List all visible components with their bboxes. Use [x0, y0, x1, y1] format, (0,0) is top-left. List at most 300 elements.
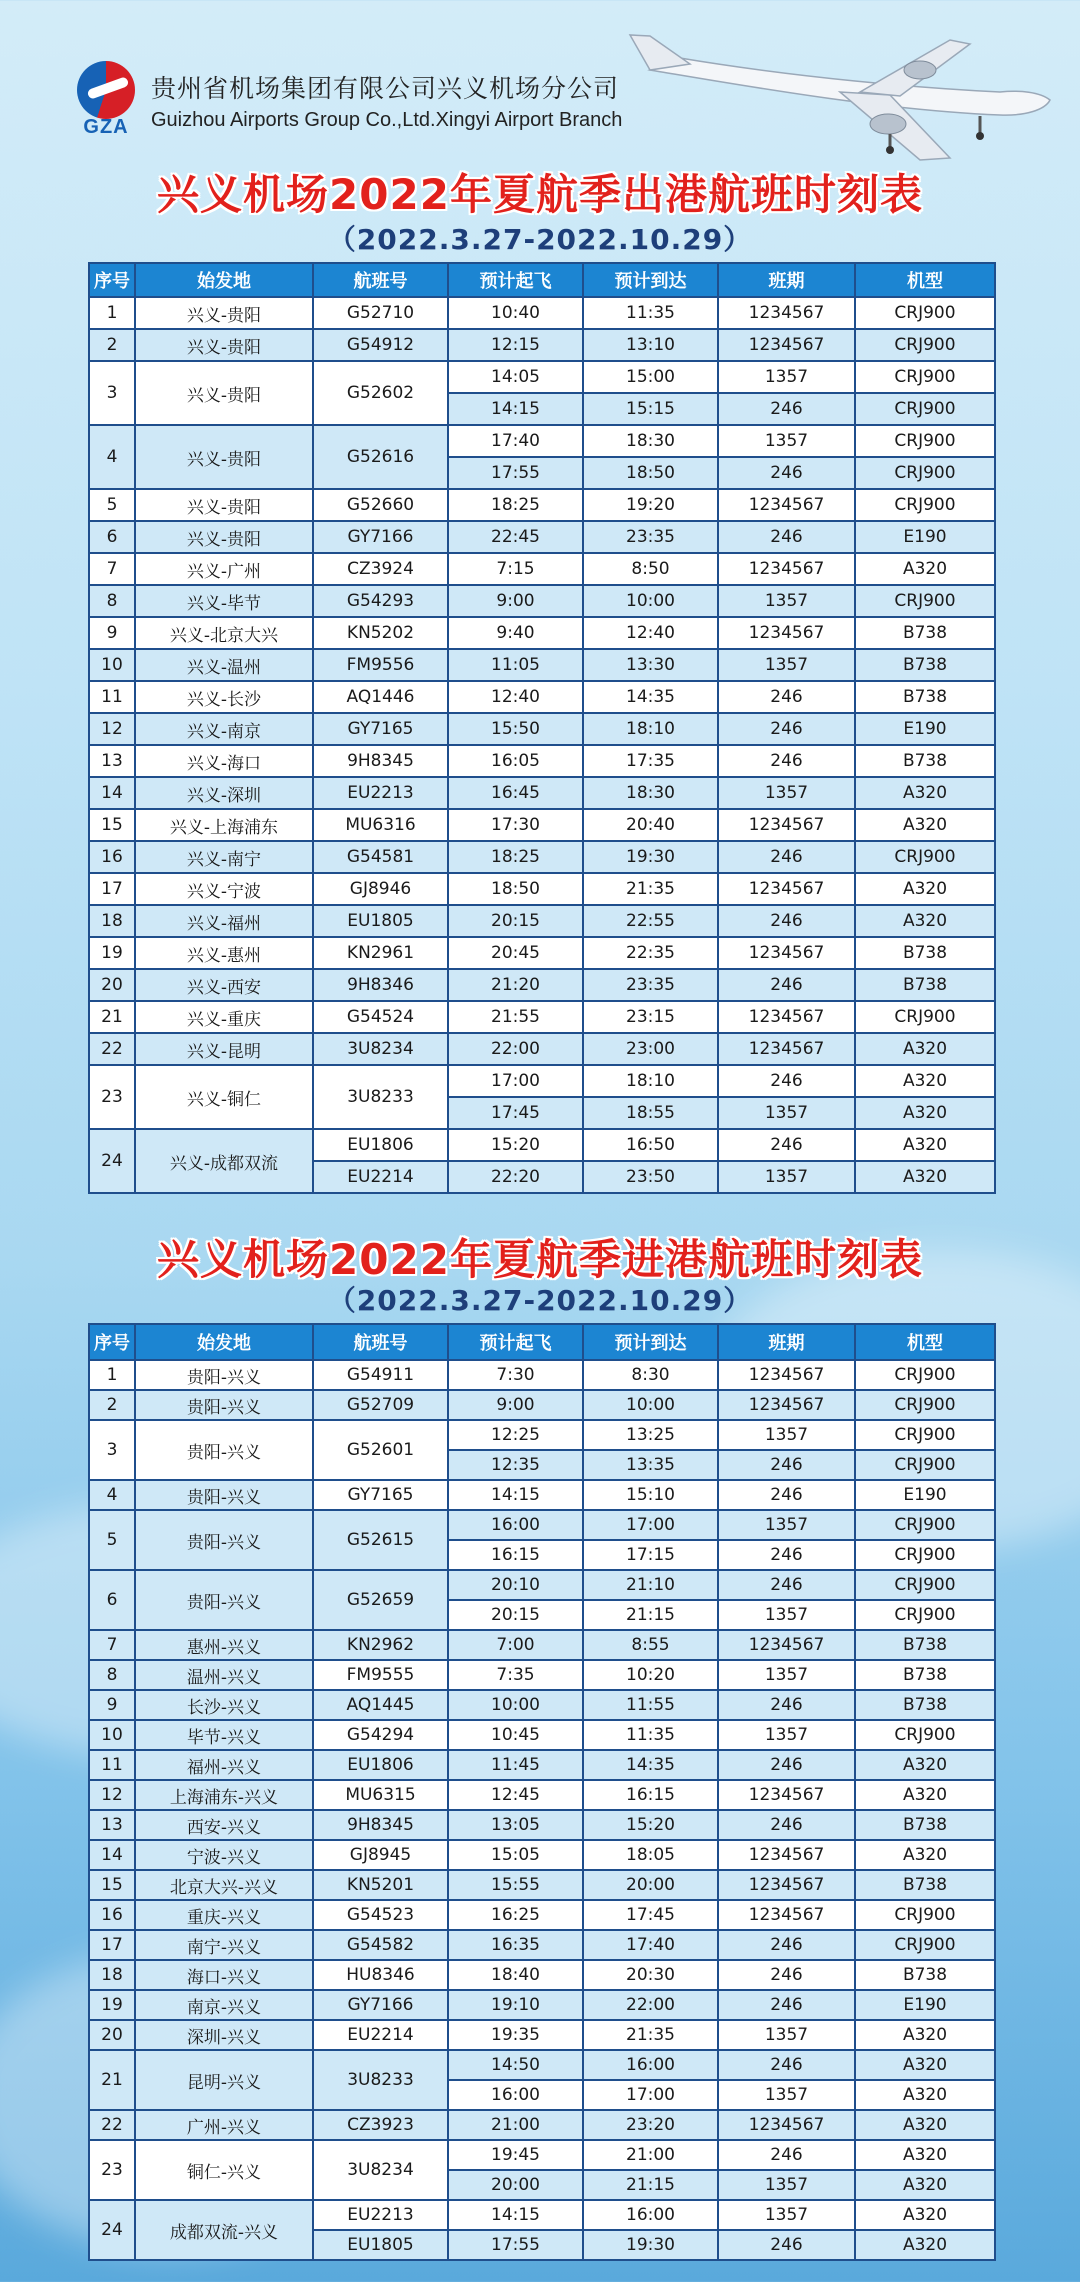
company-name-en: Guizhou Airports Group Co.,Ltd.Xingyi Airport Branch — [151, 108, 623, 131]
aircraft-type-cell: CRJ900 — [855, 361, 995, 393]
flight-no-cell: MU6315 — [313, 1780, 448, 1810]
table-row — [89, 553, 995, 585]
schedule-days-cell: 246 — [718, 905, 855, 937]
arrival-time-cell: 21:35 — [583, 2020, 718, 2050]
arrival-time-cell: 11:35 — [583, 1720, 718, 1750]
aircraft-type-cell: CRJ900 — [855, 489, 995, 521]
departure-time-cell: 22:45 — [448, 521, 583, 553]
flight-no-cell: GY7165 — [313, 1480, 448, 1510]
seq-cell: 6 — [89, 1570, 135, 1630]
arrival-time-cell: 15:15 — [583, 393, 718, 425]
schedule-days-cell: 1357 — [718, 1097, 855, 1129]
arrival-time-cell: 15:10 — [583, 1480, 718, 1510]
flight-no-cell: FM9556 — [313, 649, 448, 681]
table-row — [89, 873, 995, 905]
aircraft-type-cell: A320 — [855, 1780, 995, 1810]
arrival-time-cell: 20:30 — [583, 1960, 718, 1990]
route-cell: 兴义-宁波 — [135, 873, 313, 905]
aircraft-type-cell: B738 — [855, 617, 995, 649]
seq-cell: 1 — [89, 1360, 135, 1390]
aircraft-type-cell: B738 — [855, 937, 995, 969]
departure-time-cell: 7:30 — [448, 1360, 583, 1390]
schedule-days-cell: 1234567 — [718, 297, 855, 329]
table-header-row — [89, 1324, 995, 1360]
aircraft-type-cell: A320 — [855, 809, 995, 841]
route-cell: 兴义-南宁 — [135, 841, 313, 873]
seq-cell: 9 — [89, 1690, 135, 1720]
flight-no-cell: CZ3923 — [313, 2110, 448, 2140]
aircraft-type-cell: E190 — [855, 1990, 995, 2020]
departure-time-cell: 21:20 — [448, 969, 583, 1001]
schedule-days-cell: 246 — [718, 1810, 855, 1840]
seq-cell: 10 — [89, 649, 135, 681]
departure-time-cell: 19:10 — [448, 1990, 583, 2020]
aircraft-type-cell: CRJ900 — [855, 1540, 995, 1570]
arrival-time-cell: 17:40 — [583, 1930, 718, 1960]
flight-no-cell: EU1806 — [313, 1129, 448, 1161]
table-row — [89, 1001, 995, 1033]
flight-no-cell: G54293 — [313, 585, 448, 617]
departure-time-cell: 16:00 — [448, 2080, 583, 2110]
aircraft-type-cell: A320 — [855, 2020, 995, 2050]
schedule-days-cell: 246 — [718, 1570, 855, 1600]
flight-no-cell: G52616 — [313, 425, 448, 489]
departure-time-cell: 7:35 — [448, 1660, 583, 1690]
schedule-days-cell: 1357 — [718, 1720, 855, 1750]
schedule-days-cell: 246 — [718, 681, 855, 713]
aircraft-type-cell: B738 — [855, 1870, 995, 1900]
route-cell: 兴义-成都双流 — [135, 1129, 313, 1193]
seq-cell: 16 — [89, 1900, 135, 1930]
arrival-time-cell: 17:45 — [583, 1900, 718, 1930]
schedule-days-cell: 246 — [718, 1129, 855, 1161]
logo-text: GZA — [83, 116, 129, 138]
company-name-cn: 贵州省机场集团有限公司兴义机场分公司 — [151, 73, 620, 103]
route-cell: 贵阳-兴义 — [135, 1480, 313, 1510]
column-header: 预计起飞 — [448, 1324, 583, 1360]
arrival-time-cell: 19:30 — [583, 2230, 718, 2260]
route-cell: 兴义-惠州 — [135, 937, 313, 969]
seq-cell: 17 — [89, 1930, 135, 1960]
seq-cell: 20 — [89, 969, 135, 1001]
departure-time-cell: 20:15 — [448, 905, 583, 937]
table-row — [89, 1840, 995, 1870]
seq-cell: 22 — [89, 2110, 135, 2140]
table-row — [89, 681, 995, 713]
seq-cell: 16 — [89, 841, 135, 873]
seq-cell: 15 — [89, 1870, 135, 1900]
aircraft-type-cell: B738 — [855, 969, 995, 1001]
flight-no-cell: GJ8945 — [313, 1840, 448, 1870]
departure-time-cell: 12:25 — [448, 1420, 583, 1450]
aircraft-type-cell: A320 — [855, 905, 995, 937]
flight-no-cell: GJ8946 — [313, 873, 448, 905]
table-row — [89, 1570, 995, 1600]
flight-no-cell: EU1805 — [313, 2230, 448, 2260]
route-cell: 兴义-铜仁 — [135, 1065, 313, 1129]
schedule-days-cell: 1234567 — [718, 1900, 855, 1930]
schedule-days-cell: 1357 — [718, 649, 855, 681]
flight-no-cell: G54912 — [313, 329, 448, 361]
seq-cell: 8 — [89, 585, 135, 617]
table-row — [89, 649, 995, 681]
aircraft-type-cell: A320 — [855, 553, 995, 585]
table-row — [89, 969, 995, 1001]
flight-no-cell: EU2214 — [313, 1161, 448, 1193]
table-row — [89, 841, 995, 873]
schedule-days-cell: 1357 — [718, 2020, 855, 2050]
arrival-time-cell: 18:10 — [583, 713, 718, 745]
arrivals-table — [88, 1323, 996, 2261]
schedule-days-cell: 1234567 — [718, 1630, 855, 1660]
arrival-time-cell: 16:00 — [583, 2050, 718, 2080]
departure-time-cell: 11:45 — [448, 1750, 583, 1780]
departure-time-cell: 14:15 — [448, 2200, 583, 2230]
seq-cell: 7 — [89, 553, 135, 585]
flight-no-cell: GY7166 — [313, 521, 448, 553]
schedule-days-cell: 246 — [718, 1690, 855, 1720]
flight-no-cell: AQ1445 — [313, 1690, 448, 1720]
flight-no-cell: G52710 — [313, 297, 448, 329]
seq-cell: 11 — [89, 1750, 135, 1780]
flight-no-cell: 3U8233 — [313, 2050, 448, 2110]
departure-time-cell: 19:45 — [448, 2140, 583, 2170]
aircraft-type-cell: B738 — [855, 649, 995, 681]
departure-time-cell: 9:40 — [448, 617, 583, 649]
table-row — [89, 1960, 995, 1990]
table-row — [89, 1780, 995, 1810]
column-header: 始发地 — [135, 263, 313, 297]
schedule-days-cell: 1357 — [718, 2080, 855, 2110]
seq-cell: 18 — [89, 905, 135, 937]
table-row — [89, 905, 995, 937]
flight-no-cell: G52659 — [313, 1570, 448, 1630]
arrival-time-cell: 18:50 — [583, 457, 718, 489]
column-header: 预计到达 — [583, 263, 718, 297]
departure-time-cell: 18:25 — [448, 841, 583, 873]
aircraft-type-cell: CRJ900 — [855, 393, 995, 425]
schedule-days-cell: 1234567 — [718, 553, 855, 585]
seq-cell: 7 — [89, 1630, 135, 1660]
schedule-days-cell: 1357 — [718, 1420, 855, 1450]
schedule-days-cell: 1234567 — [718, 809, 855, 841]
departure-time-cell: 16:25 — [448, 1900, 583, 1930]
arrival-time-cell: 23:50 — [583, 1161, 718, 1193]
schedule-days-cell: 246 — [718, 457, 855, 489]
departure-time-cell: 7:15 — [448, 553, 583, 585]
arrival-time-cell: 18:55 — [583, 1097, 718, 1129]
table-row — [89, 937, 995, 969]
schedule-days-cell: 1234567 — [718, 329, 855, 361]
flight-no-cell: G52660 — [313, 489, 448, 521]
seq-cell: 12 — [89, 1780, 135, 1810]
table-row — [89, 1930, 995, 1960]
table-row — [89, 489, 995, 521]
company-name — [151, 69, 622, 132]
table-row — [89, 1129, 995, 1161]
table-row — [89, 777, 995, 809]
schedule-days-cell: 1357 — [718, 1660, 855, 1690]
arrival-time-cell: 22:55 — [583, 905, 718, 937]
seq-cell: 5 — [89, 1510, 135, 1570]
arrival-time-cell: 19:30 — [583, 841, 718, 873]
route-cell: 宁波-兴义 — [135, 1840, 313, 1870]
route-cell: 贵阳-兴义 — [135, 1360, 313, 1390]
arrival-time-cell: 13:10 — [583, 329, 718, 361]
aircraft-type-cell: CRJ900 — [855, 841, 995, 873]
departure-time-cell: 12:15 — [448, 329, 583, 361]
table-row — [89, 297, 995, 329]
flight-no-cell: EU2213 — [313, 777, 448, 809]
departure-time-cell: 20:45 — [448, 937, 583, 969]
arrival-time-cell: 13:30 — [583, 649, 718, 681]
flight-no-cell: MU6316 — [313, 809, 448, 841]
departure-time-cell: 12:45 — [448, 1780, 583, 1810]
schedule-days-cell: 246 — [718, 713, 855, 745]
table-row — [89, 2140, 995, 2170]
table-row — [89, 1420, 995, 1450]
departure-time-cell: 15:20 — [448, 1129, 583, 1161]
flight-no-cell: 9H8345 — [313, 745, 448, 777]
schedule-days-cell: 1234567 — [718, 1360, 855, 1390]
route-cell: 兴义-贵阳 — [135, 329, 313, 361]
aircraft-type-cell: A320 — [855, 1097, 995, 1129]
arrival-time-cell: 16:50 — [583, 1129, 718, 1161]
table-row — [89, 425, 995, 457]
route-cell: 兴义-贵阳 — [135, 425, 313, 489]
departure-time-cell: 18:25 — [448, 489, 583, 521]
seq-cell: 13 — [89, 1810, 135, 1840]
route-cell: 海口-兴义 — [135, 1960, 313, 1990]
schedule-days-cell: 1357 — [718, 1161, 855, 1193]
route-cell: 兴义-贵阳 — [135, 521, 313, 553]
aircraft-type-cell: CRJ900 — [855, 1510, 995, 1540]
gza-logo — [75, 61, 137, 139]
departure-time-cell: 14:15 — [448, 393, 583, 425]
flight-no-cell: EU2214 — [313, 2020, 448, 2050]
seq-cell: 17 — [89, 873, 135, 905]
schedule-days-cell: 1357 — [718, 777, 855, 809]
schedule-days-cell: 1234567 — [718, 1390, 855, 1420]
aircraft-type-cell: E190 — [855, 1480, 995, 1510]
aircraft-type-cell: A320 — [855, 2170, 995, 2200]
schedule-days-cell: 1234567 — [718, 617, 855, 649]
schedule-days-cell: 246 — [718, 841, 855, 873]
column-header: 班期 — [718, 1324, 855, 1360]
column-header: 序号 — [89, 1324, 135, 1360]
departure-time-cell: 17:55 — [448, 457, 583, 489]
route-cell: 贵阳-兴义 — [135, 1570, 313, 1630]
departure-time-cell: 21:55 — [448, 1001, 583, 1033]
arrival-time-cell: 23:15 — [583, 1001, 718, 1033]
schedule-days-cell: 246 — [718, 2140, 855, 2170]
aircraft-type-cell: A320 — [855, 1840, 995, 1870]
route-cell: 西安-兴义 — [135, 1810, 313, 1840]
arrival-time-cell: 21:10 — [583, 1570, 718, 1600]
column-header: 序号 — [89, 263, 135, 297]
seq-cell: 13 — [89, 745, 135, 777]
schedule-days-cell: 246 — [718, 1450, 855, 1480]
table-row — [89, 2110, 995, 2140]
departure-time-cell: 21:00 — [448, 2110, 583, 2140]
arrival-time-cell: 18:30 — [583, 425, 718, 457]
schedule-days-cell: 1234567 — [718, 1033, 855, 1065]
aircraft-type-cell: E190 — [855, 521, 995, 553]
column-header: 机型 — [855, 1324, 995, 1360]
schedule-days-cell: 1234567 — [718, 1780, 855, 1810]
departure-time-cell: 16:35 — [448, 1930, 583, 1960]
seq-cell: 3 — [89, 1420, 135, 1480]
departure-time-cell: 12:35 — [448, 1450, 583, 1480]
table-row — [89, 1065, 995, 1097]
departures-period: （2022.3.27-2022.10.29） — [327, 223, 753, 256]
departure-time-cell: 16:05 — [448, 745, 583, 777]
arrival-time-cell: 22:00 — [583, 1990, 718, 2020]
departures-table — [88, 262, 996, 1194]
route-cell: 重庆-兴义 — [135, 1900, 313, 1930]
seq-cell: 2 — [89, 329, 135, 361]
flight-no-cell: 3U8234 — [313, 1033, 448, 1065]
route-cell: 兴义-温州 — [135, 649, 313, 681]
departure-time-cell: 15:55 — [448, 1870, 583, 1900]
route-cell: 贵阳-兴义 — [135, 1390, 313, 1420]
column-header: 预计起飞 — [448, 263, 583, 297]
schedule-days-cell: 1234567 — [718, 937, 855, 969]
column-header: 航班号 — [313, 1324, 448, 1360]
arrival-time-cell: 23:00 — [583, 1033, 718, 1065]
aircraft-type-cell: CRJ900 — [855, 1001, 995, 1033]
departure-time-cell: 22:00 — [448, 1033, 583, 1065]
table-row — [89, 809, 995, 841]
aircraft-type-cell: A320 — [855, 2050, 995, 2080]
aircraft-type-cell: CRJ900 — [855, 1600, 995, 1630]
flight-no-cell: CZ3924 — [313, 553, 448, 585]
seq-cell: 6 — [89, 521, 135, 553]
flight-no-cell: HU8346 — [313, 1960, 448, 1990]
schedule-days-cell: 246 — [718, 745, 855, 777]
table-row — [89, 745, 995, 777]
schedule-days-cell: 1234567 — [718, 2110, 855, 2140]
departure-time-cell: 17:40 — [448, 425, 583, 457]
departure-time-cell: 17:55 — [448, 2230, 583, 2260]
route-cell: 兴义-广州 — [135, 553, 313, 585]
flight-no-cell: KN5202 — [313, 617, 448, 649]
seq-cell: 1 — [89, 297, 135, 329]
route-cell: 南宁-兴义 — [135, 1930, 313, 1960]
aircraft-type-cell: A320 — [855, 777, 995, 809]
aircraft-type-cell: A320 — [855, 2230, 995, 2260]
aircraft-type-cell: CRJ900 — [855, 1930, 995, 1960]
flight-no-cell: KN5201 — [313, 1870, 448, 1900]
departure-time-cell: 17:45 — [448, 1097, 583, 1129]
departure-time-cell: 10:40 — [448, 297, 583, 329]
arrival-time-cell: 18:30 — [583, 777, 718, 809]
aircraft-type-cell: A320 — [855, 873, 995, 905]
aircraft-type-cell: A320 — [855, 2110, 995, 2140]
route-cell: 兴义-福州 — [135, 905, 313, 937]
arrival-time-cell: 13:35 — [583, 1450, 718, 1480]
arrival-time-cell: 17:35 — [583, 745, 718, 777]
schedule-days-cell: 246 — [718, 1065, 855, 1097]
flight-no-cell: 9H8345 — [313, 1810, 448, 1840]
aircraft-type-cell: CRJ900 — [855, 1570, 995, 1600]
schedule-days-cell: 1357 — [718, 361, 855, 393]
seq-cell: 10 — [89, 1720, 135, 1750]
schedule-days-cell: 1234567 — [718, 489, 855, 521]
departure-time-cell: 16:45 — [448, 777, 583, 809]
schedule-days-cell: 246 — [718, 1990, 855, 2020]
route-cell: 毕节-兴义 — [135, 1720, 313, 1750]
schedule-days-cell: 246 — [718, 1480, 855, 1510]
column-header: 航班号 — [313, 263, 448, 297]
schedule-days-cell: 1357 — [718, 425, 855, 457]
route-cell: 南京-兴义 — [135, 1990, 313, 2020]
flight-no-cell: G52709 — [313, 1390, 448, 1420]
seq-cell: 18 — [89, 1960, 135, 1990]
aircraft-type-cell: CRJ900 — [855, 1450, 995, 1480]
seq-cell: 23 — [89, 2140, 135, 2200]
schedule-days-cell: 246 — [718, 969, 855, 1001]
arrival-time-cell: 8:50 — [583, 553, 718, 585]
flight-no-cell: KN2962 — [313, 1630, 448, 1660]
seq-cell: 4 — [89, 1480, 135, 1510]
seq-cell: 9 — [89, 617, 135, 649]
seq-cell: 8 — [89, 1660, 135, 1690]
column-header: 机型 — [855, 263, 995, 297]
aircraft-type-cell: CRJ900 — [855, 297, 995, 329]
table-row — [89, 1870, 995, 1900]
arrival-time-cell: 22:35 — [583, 937, 718, 969]
aircraft-type-cell: B738 — [855, 1660, 995, 1690]
departure-time-cell: 20:00 — [448, 2170, 583, 2200]
flight-no-cell: GY7165 — [313, 713, 448, 745]
aircraft-type-cell: CRJ900 — [855, 585, 995, 617]
arrival-time-cell: 21:15 — [583, 1600, 718, 1630]
seq-cell: 3 — [89, 361, 135, 425]
arrival-time-cell: 19:20 — [583, 489, 718, 521]
seq-cell: 21 — [89, 1001, 135, 1033]
table-row — [89, 1900, 995, 1930]
arrivals-title: 兴义机场2022年夏航季进港航班时刻表 — [157, 1235, 923, 1284]
column-header: 始发地 — [135, 1324, 313, 1360]
seq-cell: 11 — [89, 681, 135, 713]
aircraft-type-cell: CRJ900 — [855, 1420, 995, 1450]
schedule-days-cell: 1357 — [718, 1600, 855, 1630]
aircraft-type-cell: CRJ900 — [855, 1900, 995, 1930]
table-row — [89, 617, 995, 649]
aircraft-type-cell: A320 — [855, 1129, 995, 1161]
aircraft-type-cell: E190 — [855, 713, 995, 745]
table-row — [89, 1660, 995, 1690]
flight-no-cell: AQ1446 — [313, 681, 448, 713]
aircraft-type-cell: CRJ900 — [855, 1360, 995, 1390]
arrival-time-cell: 21:15 — [583, 2170, 718, 2200]
schedule-days-cell: 1234567 — [718, 1840, 855, 1870]
arrival-time-cell: 18:10 — [583, 1065, 718, 1097]
route-cell: 上海浦东-兴义 — [135, 1780, 313, 1810]
aircraft-type-cell: CRJ900 — [855, 329, 995, 361]
flight-no-cell: EU1805 — [313, 905, 448, 937]
aircraft-type-cell: A320 — [855, 2200, 995, 2230]
table-row — [89, 2020, 995, 2050]
route-cell: 兴义-贵阳 — [135, 489, 313, 521]
departure-time-cell: 20:10 — [448, 1570, 583, 1600]
arrival-time-cell: 20:40 — [583, 809, 718, 841]
arrival-time-cell: 11:35 — [583, 297, 718, 329]
arrival-time-cell: 15:20 — [583, 1810, 718, 1840]
aircraft-type-cell: CRJ900 — [855, 1720, 995, 1750]
arrivals-period: （2022.3.27-2022.10.29） — [327, 1284, 753, 1317]
